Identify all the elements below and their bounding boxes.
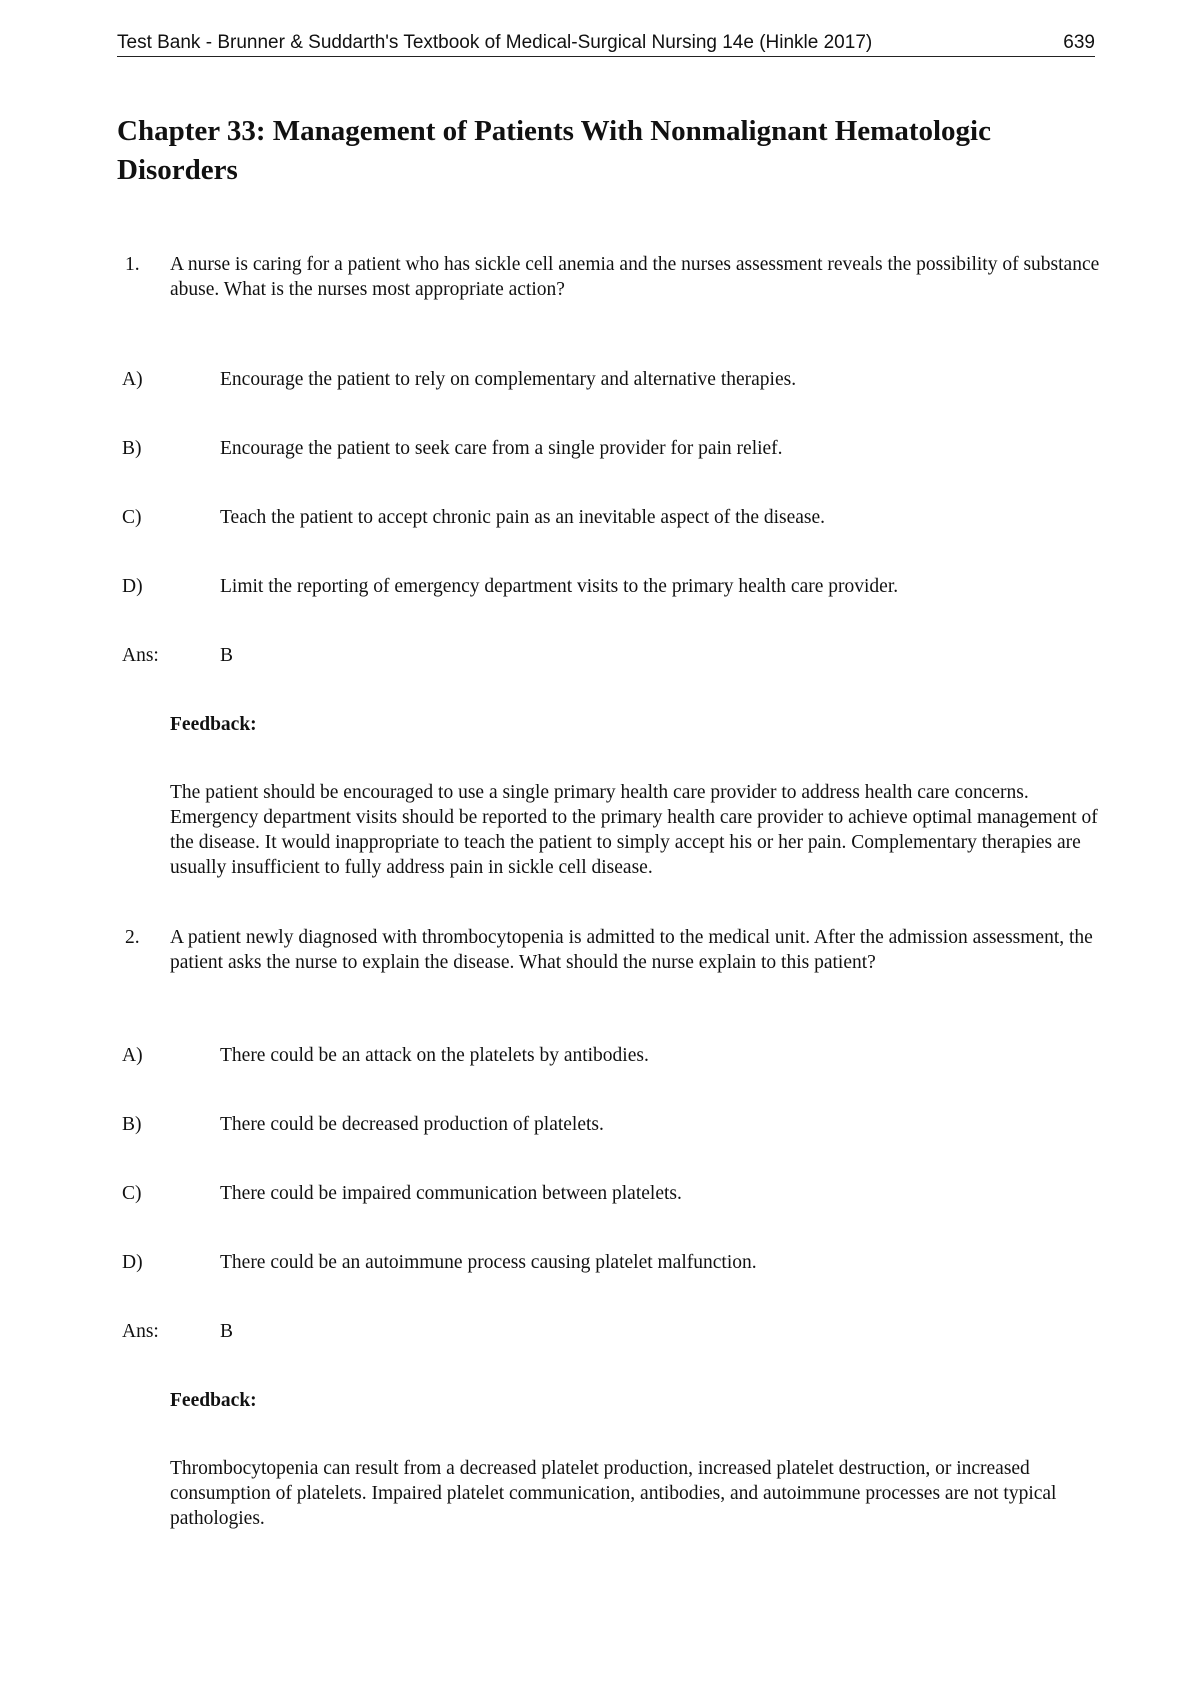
option-text: There could be impaired communication between platelets. [220,1183,682,1204]
option-letter: A) [122,1045,143,1066]
answer-value: B [220,1321,234,1342]
running-header [117,32,1095,57]
page-number: 639 [1063,32,1095,53]
option-text: Limit the reporting of emergency department visits to the primary health care provider. [220,576,899,597]
option-letter: C) [122,1183,142,1204]
question-stem: A nurse is caring for a patient who has sickle cell anemia and the nurses assessment reveals the possibility of substance abuse. What is the nurses most appropriate action? [170,254,1100,300]
question-number: 2. [125,927,140,948]
option-text: Teach the patient to accept chronic pain as an inevitable aspect of the disease. [220,507,826,528]
question-number: 1. [125,254,140,275]
feedback-text: Thrombocytopenia can result from a decreased platelet production, increased platelet destruction, or increased consumption of platelets. Impaired platelet communication, antibodies, and autoimmune processes are not typical pathologies. [170,1458,1057,1529]
feedback-text: The patient should be encouraged to use a single primary health care provider to address health care concerns. Emergency department visits should be reported to the primary health care provider to achieve optimal management of the disease. It would inappropriate to teach the patient to simply accept his or her pain. Complementary therapies are usually insufficient to fully address pain in sickle cell disease. [170,782,1098,878]
answer-value: B [220,645,234,666]
option-letter: B) [122,1114,142,1135]
option-letter: B) [122,438,142,459]
feedback-label: Feedback: [170,1390,257,1411]
answer-label: Ans: [122,645,159,666]
option-text: There could be decreased production of platelets. [220,1114,604,1135]
option-letter: C) [122,507,142,528]
option-letter: D) [122,576,143,597]
option-letter: A) [122,369,143,390]
option-text: Encourage the patient to seek care from a single provider for pain relief. [220,438,783,459]
option-text: There could be an autoimmune process causing platelet malfunction. [220,1252,757,1273]
feedback-label: Feedback: [170,714,257,735]
option-text: There could be an attack on the platelets by antibodies. [220,1045,649,1066]
chapter-title: Chapter 33: Management of Patients With Nonmalignant Hematologic Disorders [117,115,991,186]
answer-label: Ans: [122,1321,159,1342]
question-stem: A patient newly diagnosed with thrombocytopenia is admitted to the medical unit. After the admission assessment, the patient asks the nurse to explain the disease. What should the nurse explain to this patient? [170,927,1093,973]
option-letter: D) [122,1252,143,1273]
option-text: Encourage the patient to rely on complementary and alternative therapies. [220,369,797,390]
header-title: Test Bank - Brunner & Suddarth's Textbook of Medical-Surgical Nursing 14e (Hinkle 2017) [117,32,873,53]
